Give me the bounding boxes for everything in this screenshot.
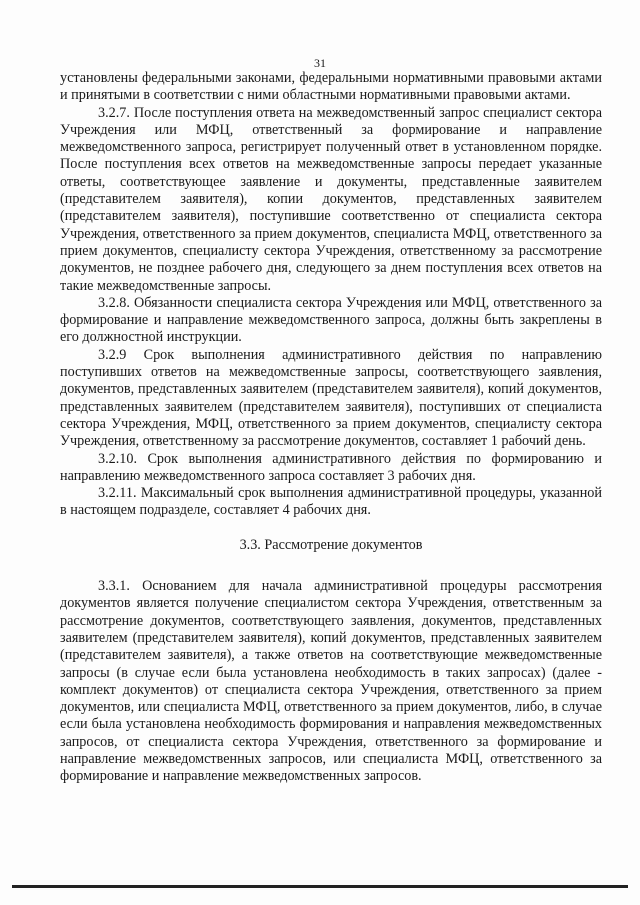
paragraph-continuation: установлены федеральными законами, федеральными нормативными правовыми актами и принятыми в соответствии с ними областными нормативными правовыми актами. (60, 70, 602, 104)
document-body (60, 70, 602, 786)
section-heading: 3.3. Рассмотрение документов (239, 536, 423, 553)
page-number: 31 (314, 56, 326, 70)
paragraph-3-3-1: 3.3.1. Основанием для начала административной процедуры рассмотрения документов является получение специалистом сектора Учреждения, ответственным за рассмотрение документов, соответствующего заявления, документов, представленных заявителем (представителем заявителя), копий документов, представленных заявителем (представителем заявителя), а также ответов на соответствующие межведомственные запросы (в случае если была установлена необходимость в таких запросах) (далее - комплект документов) от специалиста сектора Учреждения, ответственного за прием документов, или специалиста МФЦ, ответственного за прием документов, либо, в случае если была установлена необходимость формирования и направления межведомственных запросов, от специалиста сектора Учреждения, ответственного за формирование и направление межведомственных запросов, или специалиста МФЦ, ответственного за формирование и направление межведомственных запросов. (60, 578, 602, 785)
paragraph-3-2-10: 3.2.10. Срок выполнения административного действия по формированию и направлению межведомственного запроса составляет 3 рабочих дня. (60, 450, 602, 484)
paragraph-3-2-11: 3.2.11. Максимальный срок выполнения административной процедуры, указанной в настоящем подразделе, составляет 4 рабочих дня. (60, 485, 602, 519)
paragraph-3-2-7: 3.2.7. После поступления ответа на межведомственный запрос специалист сектора Учреждения или МФЦ, ответственный за формирование и направление межведомственного запроса, регистрирует полученный ответ в установленном порядке. После поступления всех ответов на межведомственные запросы передает указанные ответы, соответствующее заявление и документы, представленные заявителем (представителем заявителя), копии документов, представленных заявителем (представителем заявителя), поступившие соответственно от специалиста сектора Учреждения, ответственного за прием документов, специалиста МФЦ, ответственного за прием документов, специалисту сектора Учреждения, ответственному за рассмотрение документов, не позднее рабочего дня, следующего за днем поступления всех ответов на такие межведомственные запросы. (60, 104, 602, 294)
bottom-rule (12, 885, 628, 888)
paragraph-3-2-8: 3.2.8. Обязанности специалиста сектора Учреждения или МФЦ, ответственного за формирование и направление межведомственного запроса, должны быть закреплены в его должностной инструкции. (60, 294, 602, 346)
paragraph-3-2-9: 3.2.9 Срок выполнения административного действия по направлению поступивших ответов на межведомственные запросы, соответствующего заявления, документов, представленных заявителем (представителем заявителя), копий документов, представленных заявителем (представителем заявителя), поступивших от специалиста сектора Учреждения, МФЦ, ответственного за прием документов, специалисту сектора Учреждения, ответственному за рассмотрение документов, составляет 1 рабочий день. (60, 346, 602, 450)
